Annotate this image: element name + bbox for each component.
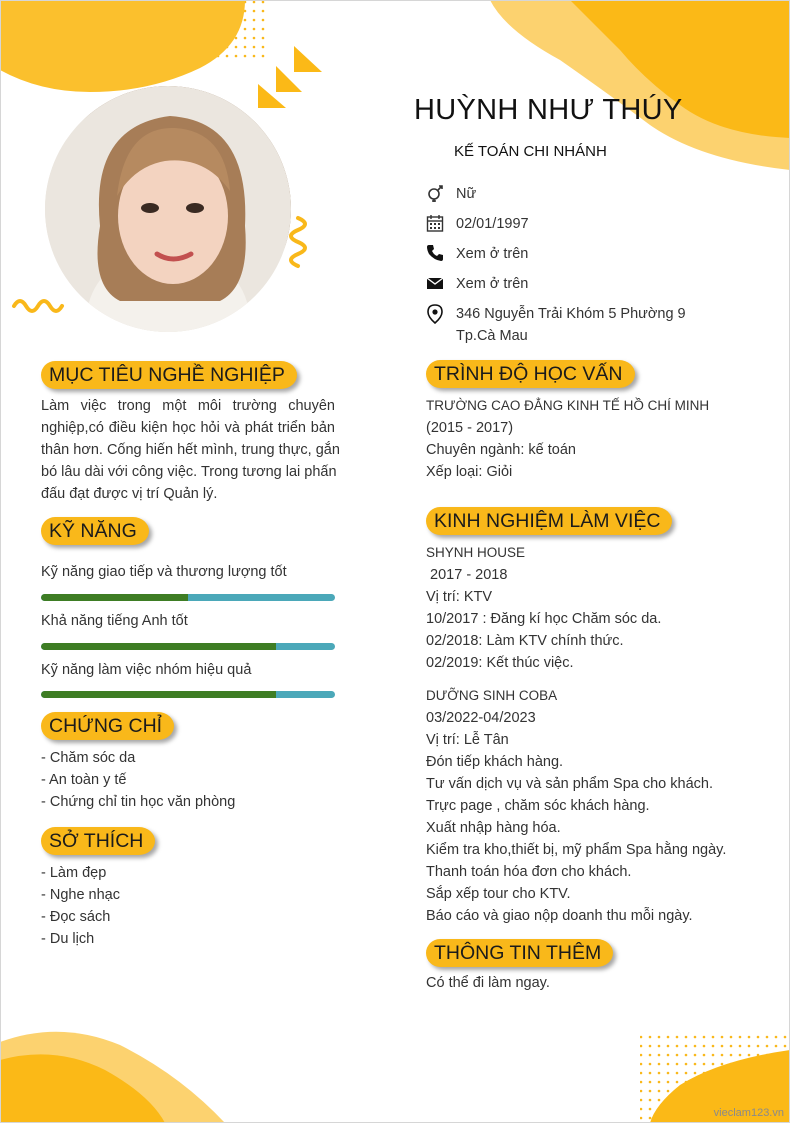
experience-line: 10/2017 : Đăng kí học Chăm sóc da. [426,611,662,627]
education-block [426,395,709,483]
phone-row [426,243,726,265]
address-row [426,303,726,347]
gender-value: Nữ [456,186,477,202]
objective-text [41,395,340,505]
experience-line: Trực page , chăm sóc khách hàng. [426,798,650,814]
birthday-value: 02/01/1997 [456,216,529,232]
education-line: Chuyên ngành: kế toán [426,442,576,458]
certificate-item: - Chứng chỉ tin học văn phòng [41,794,236,810]
job-title: KẾ TOÁN CHI NHÁNH [454,143,607,160]
experience-job [426,542,661,674]
experience-line: Tư vấn dịch vụ và sản phẩm Spa cho khách. [426,776,713,792]
birthday-row [426,213,726,235]
extra-info-heading: THÔNG TIN THÊM [426,939,613,967]
email-value: Xem ở trên [456,276,529,292]
certificates-list [41,747,235,813]
education-heading: TRÌNH ĐỘ HỌC VẤN [426,360,635,388]
education-line: Xếp loại: Giỏi [426,464,513,480]
envelope-icon [426,273,456,295]
experience-line: Xuất nhập hàng hóa. [426,820,561,836]
address-value: 346 Nguyễn Trải Khóm 5 Phường 9 Tp.Cà Mau [456,306,686,344]
certificate-item: - Chăm sóc da [41,750,136,766]
skill-bar-fill [41,691,276,698]
experience-line: 02/2019: Kết thúc việc. [426,655,574,671]
triangle-deco [294,46,322,72]
experience-line: Đón tiếp khách hàng. [426,754,564,770]
skill-label: Kỹ năng làm việc nhóm hiệu quả [41,662,252,678]
skill-bar [41,691,335,698]
calendar-icon [426,213,456,235]
location-pin-icon [426,303,456,347]
hobbies-heading: SỞ THÍCH [41,827,155,855]
portrait-illustration [45,86,291,332]
company-name: SHYNH HOUSE [426,545,526,560]
objective-line: đấu đạt được vị trí Quản lý. [41,486,218,502]
certificate-item: - An toàn y tế [41,772,127,788]
experience-line: Báo cáo và giao nộp doanh thu mỗi ngày. [426,908,693,924]
hobby-item: - Đọc sách [41,909,111,925]
objective-line: Làm việc trong một môi trường chuyên [41,398,335,414]
skill-bar-fill [41,594,188,601]
skill-bar [41,594,335,601]
experience-line: Vị trí: Lễ Tân [426,732,509,748]
email-row [426,273,726,295]
experience-line: Sắp xếp tour cho KTV. [426,886,571,902]
experience-job [426,685,726,927]
avatar-photo [45,86,291,332]
education-line: (2015 - 2017) [426,420,514,436]
phone-value: Xem ở trên [456,246,529,262]
skill-label: Kỹ năng giao tiếp và thương lượng tốt [41,564,287,580]
full-name: HUỲNH NHƯ THÚY [414,94,683,126]
objective-line: thân hơn. Cống hiến hết mình, trung thực, gắn [41,442,340,458]
skill-bar [41,643,335,650]
objective-line: bó lâu dài với công việc. Trong tương lai phấn [41,464,337,480]
school-name: TRƯỜNG CAO ĐẲNG KINH TẾ HỒ CHÍ MINH [426,398,710,413]
blob-top-left [0,0,245,92]
skills-heading: KỸ NĂNG [41,517,149,545]
experience-line: Thanh toán hóa đơn cho khách. [426,864,632,880]
experience-line: 02/2018: Làm KTV chính thức. [426,633,624,649]
gender-icon [426,183,456,205]
skill-label: Khả năng tiếng Anh tốt [41,613,188,629]
hobby-item: - Nghe nhạc [41,887,120,903]
squiggle-deco [14,301,62,311]
gender-row [426,183,726,205]
experience-line: 03/2022-04/2023 [426,710,536,726]
hobby-item: - Làm đẹp [41,865,107,881]
extra-info-text: Có thể đi làm ngay. [426,975,550,991]
objective-heading: MỤC TIÊU NGHỀ NGHIỆP [41,361,297,389]
watermark: vieclam123.vn [713,1107,784,1119]
hobby-item: - Du lịch [41,931,95,947]
experience-line: Vị trí: KTV [426,589,493,605]
company-name: DƯỠNG SINH COBA [426,688,558,703]
phone-icon [426,243,456,265]
skill-bar-fill [41,643,276,650]
hobbies-list [41,862,120,950]
objective-line: nghiệp,có điều kiện học hỏi và phát triển bản [41,420,335,436]
experience-heading: KINH NGHIỆM LÀM VIỆC [426,507,672,535]
certificates-heading: CHỨNG CHỈ [41,712,174,740]
experience-line: Kiểm tra kho,thiết bị, mỹ phẩm Spa hằng ngày. [426,842,727,858]
squiggle-deco [291,218,305,266]
experience-line: 2017 - 2018 [426,567,508,583]
